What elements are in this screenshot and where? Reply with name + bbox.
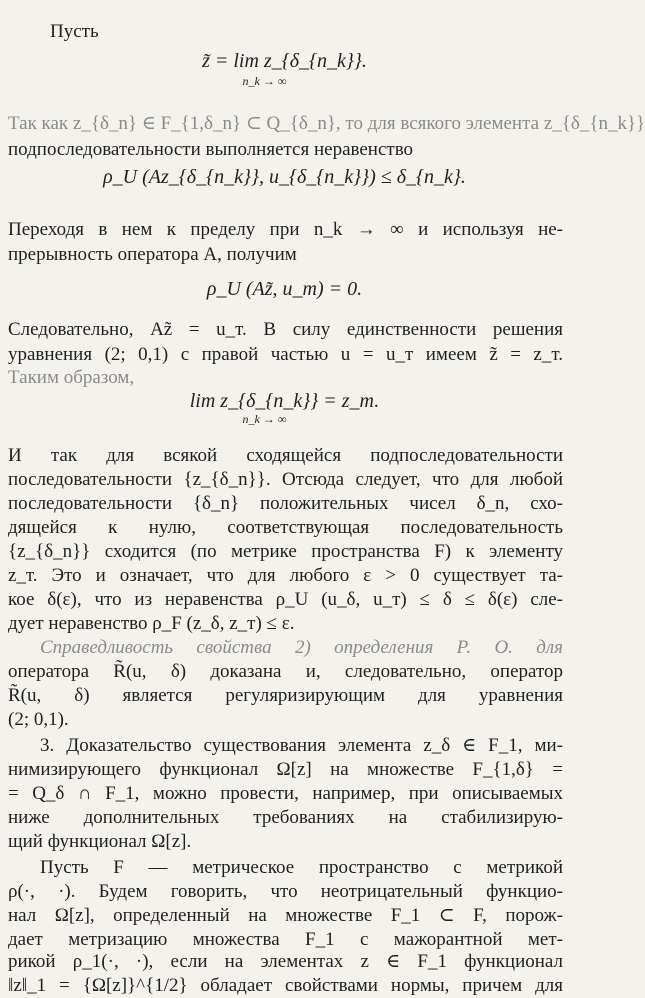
text-line: последовательности {δ_n} положительных чисел δ_n, схо-: [8, 493, 563, 514]
text-line: прерывность оператора A, получим: [8, 244, 297, 265]
text-line: ‖z‖_1 = {Ω[z]}^{1/2} обладает свойствами нормы, причем для: [8, 975, 563, 996]
text-line: подпоследовательности выполняется неравенство: [8, 139, 414, 160]
equation-limit: z̃ = lim z_{δ_{n_k}}.: [202, 50, 367, 72]
text-line: дящейся к нулю, соответствующая последовательность: [8, 517, 563, 538]
text-line: (2; 0,1).: [8, 709, 69, 730]
text-line: Пусть: [50, 21, 99, 42]
text-line: оператора R̃(u, δ) доказана и, следовательно, оператор: [8, 661, 563, 682]
text-line: дует неравенство ρ_F (z_δ, z_т) ≤ ε.: [8, 613, 295, 634]
text-line: 3. Доказательство существования элемента z_δ ∈ F_1, ми-: [40, 735, 563, 756]
text-line: последовательности {z_{δ_n}}. Отсюда следует, что для любой: [8, 469, 563, 490]
equation-inequality: ρ_U (Az_{δ_{n_k}}, u_{δ_{n_k}}) ≤ δ_{n_k}.: [103, 166, 466, 188]
text-line: Справедливость свойства 2) определения Р. О. для: [40, 637, 563, 658]
text-line: кое δ(ε), что из неравенства ρ_U (u_δ, u_т) ≤ δ ≤ δ(ε) сле-: [8, 589, 563, 610]
text-line: щий функционал Ω[z].: [8, 831, 192, 852]
text-line: Пусть F — метрическое пространство с метрикой: [40, 857, 563, 878]
text-line: дает метризацию множества F_1 с мажорантной мет-: [8, 929, 563, 950]
equation-limit-subscript: n_k → ∞: [242, 74, 287, 88]
text-line: = Q_δ ∩ F_1, можно провести, например, при описываемых: [8, 783, 563, 804]
text-line: рикой ρ_1(·, ·), если на элементах z ∈ F_1 функционал: [8, 951, 563, 972]
equation-zero-distance: ρ_U (Az̃, u_т) = 0.: [206, 278, 363, 300]
text-line: Так как z_{δ_n} ∈ F_{1,δ_n} ⊂ Q_{δ_n}, то для всякого элемента z_{δ_{n_k}}: [8, 113, 645, 134]
equation-limit-result: lim z_{δ_{n_k}} = z_т.: [189, 390, 380, 412]
text-line: ρ(·, ·). Будем говорить, что неотрицательный функцио-: [8, 881, 563, 902]
text-line: z_т. Это и означает, что для любого ε > 0 существует та-: [8, 565, 563, 586]
text-line: Таким образом,: [8, 367, 135, 388]
text-line: Следовательно, Az̃ = u_т. В силу единственности решения: [8, 319, 563, 340]
text-line: ниже дополнительных требованиях на стабилизирую-: [8, 807, 563, 828]
text-line: Переходя в нем к пределу при n_k → ∞ и используя не-: [8, 219, 563, 240]
text-line: нимизирующего функционал Ω[z] на множестве F_{1,δ} =: [8, 759, 563, 780]
text-line: {z_{δ_n}} сходится (по метрике пространства F) к элементу: [8, 541, 563, 562]
equation-limit-result-subscript: n_k → ∞: [242, 412, 287, 426]
text-line: нал Ω[z], определенный на множестве F_1 ⊂ F, порож-: [8, 905, 563, 926]
text-line: И так для всякой сходящейся подпоследовательности: [8, 445, 563, 466]
text-line: R̃(u, δ) является регуляризирующим для уравнения: [8, 685, 563, 706]
text-line: уравнения (2; 0,1) с правой частью u = u_т имеем z̃ = z_т.: [8, 344, 563, 365]
